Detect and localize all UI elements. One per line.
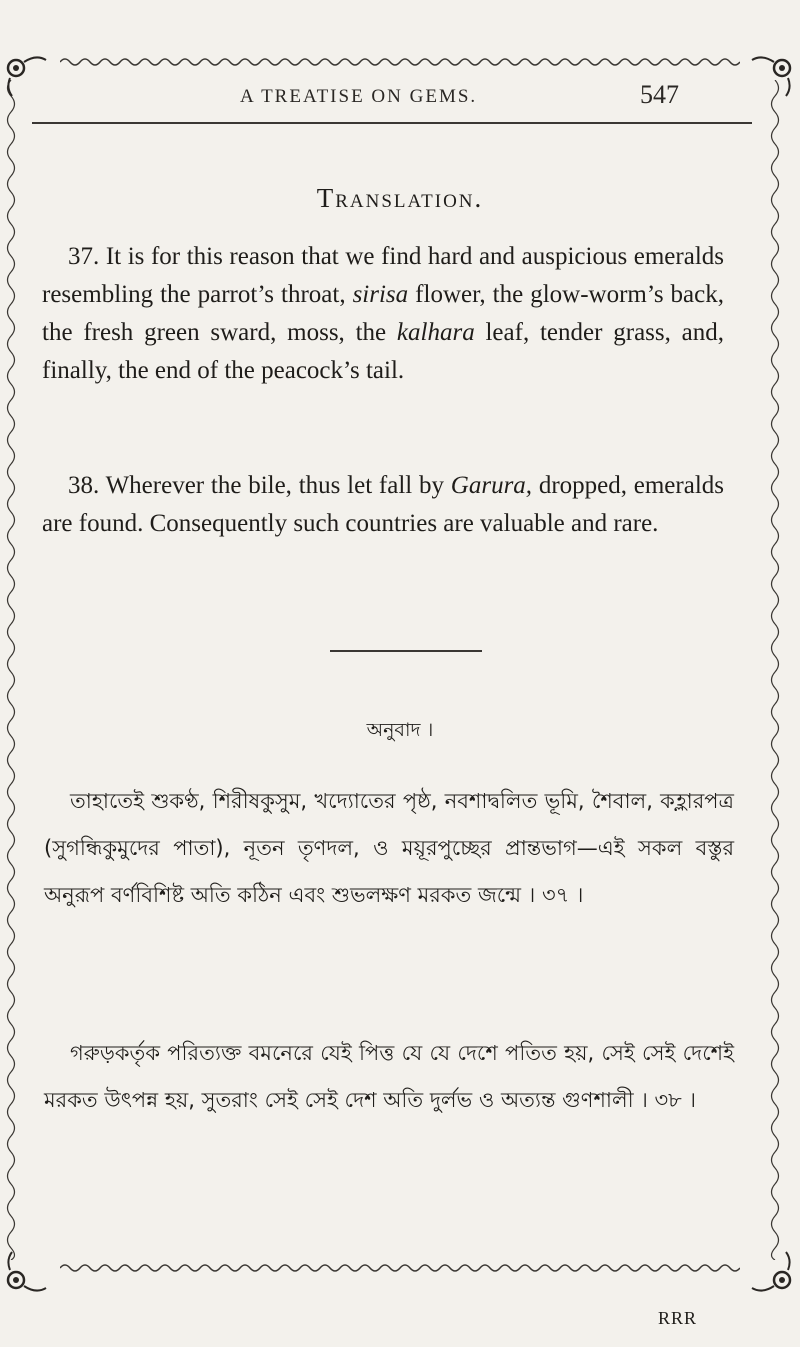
italic-term: kalhara bbox=[396, 319, 475, 346]
page-number: 547 bbox=[640, 80, 679, 109]
paragraph-number: 38. bbox=[68, 472, 100, 499]
paragraph-38 bbox=[42, 467, 724, 543]
decorative-wave-border-bottom bbox=[60, 1262, 740, 1274]
bengali-paragraph-37 bbox=[44, 778, 734, 919]
translation-heading: Translation. bbox=[316, 183, 484, 213]
signature-mark: RRR bbox=[658, 1308, 698, 1328]
bengali-text: গরুড়কর্তৃক পরিত্যক্ত বমনেরে যেই পিত্ত যে যে দেশে পতিত হয়, সেই সেই দেশেই মরকত উৎপন্ন হয়, সুতরাং সেই সেই দেশ অতি দুর্লভ ও অত্যন্ত গুণশালী । ৩৮ । bbox=[44, 1041, 734, 1112]
header-rule bbox=[32, 122, 752, 124]
paragraph-text: dropped, emeralds are found. Consequently such countries are valuable and rare. bbox=[42, 472, 724, 537]
section-divider bbox=[330, 650, 482, 652]
bengali-heading: অনুবাদ । bbox=[366, 719, 434, 741]
corner-ornament-bottom-right bbox=[750, 1250, 796, 1296]
decorative-wave-border-top bbox=[60, 56, 740, 68]
corner-ornament-top-left bbox=[2, 52, 48, 98]
decorative-wave-border-right bbox=[768, 80, 782, 1260]
corner-ornament-bottom-left bbox=[2, 1250, 48, 1296]
decorative-wave-border-left bbox=[4, 80, 18, 1260]
bengali-paragraph-38 bbox=[44, 1030, 734, 1124]
paragraph-number: 37. bbox=[68, 243, 100, 270]
italic-term: Garura, bbox=[450, 472, 533, 499]
paragraph-text: It is for this reason that we find hard and auspicious emeralds resembling the parrot’s throat, bbox=[42, 243, 724, 308]
paragraph-37 bbox=[42, 238, 724, 390]
paragraph-text: Wherever the bile, thus let fall by bbox=[105, 472, 451, 499]
paragraph-text: leaf, tender grass, and, finally, the end of the peacock’s tail. bbox=[42, 319, 725, 384]
corner-ornament-top-right bbox=[750, 52, 796, 98]
running-head: A TREATISE ON GEMS. bbox=[240, 86, 478, 107]
paragraph-text: flower, the glow-worm’s back, the fresh green sward, moss, the bbox=[42, 281, 724, 346]
italic-term: sirisa bbox=[352, 281, 409, 308]
bengali-text: তাহাতেই শুকণ্ঠ, শিরীষকুসুম, খদ্যোতের পৃষ্ঠ, নবশাদ্বলিত ভূমি, শৈবাল, কহ্লারপত্র (সুগন্ধিকুমুদের পাতা), নূতন তৃণদল, ও ময়ূরপুচ্ছের প্রান্তভাগ—এই সকল বস্তুর অনুরূপ বর্ণবিশিষ্ট অতি কঠিন এবং শুভলক্ষণ মরকত জন্মে । ৩৭ । bbox=[44, 789, 734, 907]
